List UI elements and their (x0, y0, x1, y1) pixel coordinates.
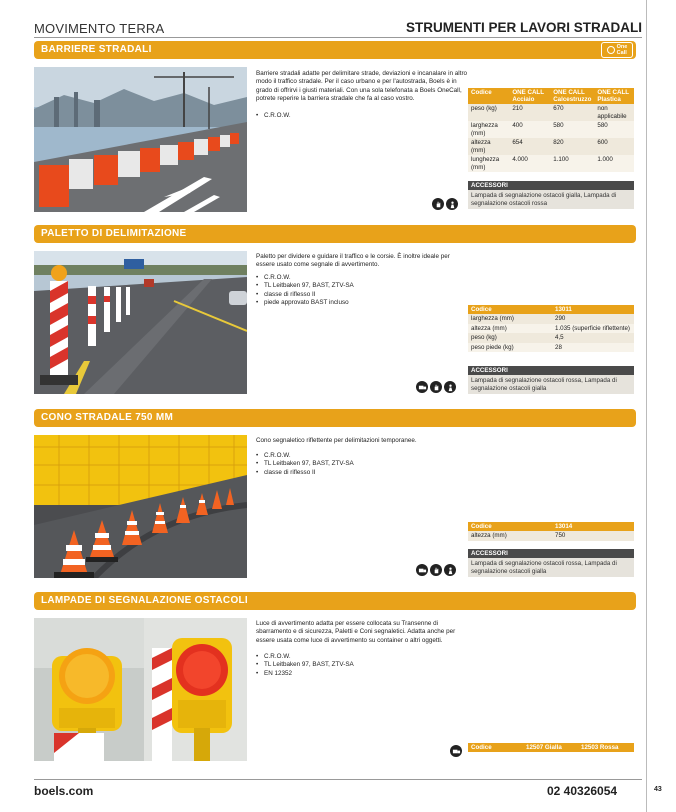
truck-icon (416, 564, 428, 576)
cell: 580 (594, 121, 634, 138)
cell: 580 (550, 121, 594, 138)
cell: peso piede (kg) (468, 343, 552, 353)
col-header: ONE CALL Plastica (594, 88, 634, 104)
cell: 670 (550, 104, 594, 121)
phone-ring-icon (607, 46, 615, 54)
bullet: • C.R.O.W. (256, 452, 354, 460)
table-row (468, 155, 634, 172)
header-divider (34, 37, 642, 38)
lampade-description: Luce di avvertimento adatta per essere collocata su Transenne di sbarramento e di sicurezza, Paletti e Coni segnaletici. Adatta anche per essere usata come luce di avvertimento su container o altri oggetti. (256, 620, 456, 644)
lampade-bullets (256, 653, 354, 678)
col-header: Codice (468, 88, 509, 104)
cell: peso (kg) (468, 333, 552, 343)
cono-bullets (256, 452, 354, 477)
section-header-barriere (34, 41, 636, 59)
table-row (468, 138, 634, 155)
hand-icon (430, 381, 442, 393)
page-edge-rule (646, 0, 647, 812)
lifting-icon (446, 198, 458, 210)
cell: 400 (509, 121, 550, 138)
lampade-usage-icons (450, 745, 462, 757)
table-row (468, 324, 634, 334)
cell: larghezza (mm) (468, 314, 552, 324)
cell: larghezza (mm) (468, 121, 509, 138)
cell: non applicabile (594, 104, 634, 121)
accessories-text: Lampada di segnalazione ostacoli rossa, Lampada di segnalazione ostacoli gialla (468, 558, 634, 577)
paletto-description: Paletto per dividere e guidare il traffico e le corsie. È inoltre ideale per essere usato come segnale di avvertimento. (256, 253, 450, 269)
section-title: BARRIERE STRADALI (41, 44, 152, 55)
col-header: 13011 (552, 305, 634, 314)
badge-line1: One (616, 44, 628, 50)
section-title: CONO STRADALE 750 MM (41, 412, 174, 423)
header-category: MOVIMENTO TERRA (34, 21, 165, 36)
accessories-title: ACCESSORI (468, 549, 634, 558)
barriere-accessories (468, 181, 634, 209)
cell: 654 (509, 138, 550, 155)
col-header: ONE CALL Calcestruzzo (550, 88, 594, 104)
table-row (468, 314, 634, 324)
col-header: Codice (468, 522, 552, 531)
lifting-icon (444, 381, 456, 393)
bullet: • TL Leitbaken 97, BAST, ZTV-SA (256, 282, 354, 290)
paletto-accessories (468, 366, 634, 394)
bullet: • C.R.O.W. (256, 112, 291, 120)
cell: 600 (594, 138, 634, 155)
hand-icon (430, 564, 442, 576)
bullet: • C.R.O.W. (256, 274, 354, 282)
col-header: 12507 Gialla (523, 743, 578, 752)
section-title: LAMPADE DI SEGNALAZIONE OSTACOLI (41, 595, 249, 606)
truck-icon (416, 381, 428, 393)
cono-accessories (468, 549, 634, 577)
cell: lunghezza (mm) (468, 155, 509, 172)
cell: 290 (552, 314, 634, 324)
bullet: • C.R.O.W. (256, 653, 354, 661)
bullet: • piede approvato BAST incluso (256, 299, 354, 307)
hand-icon (432, 198, 444, 210)
col-header: Codice (468, 305, 552, 314)
accessories-title: ACCESSORI (468, 366, 634, 375)
accessories-text: Lampada di segnalazione ostacoli rossa, Lampada di segnalazione ostacoli gialla (468, 375, 634, 394)
cell: peso (kg) (468, 104, 509, 121)
bullet: • classe di riflesso II (256, 469, 354, 477)
bullet: • classe di riflesso II (256, 291, 354, 299)
onecall-badge (601, 42, 633, 58)
table-row (468, 121, 634, 138)
cell: 1.035 (superficie riflettente) (552, 324, 634, 334)
accessories-text: Lampada di segnalazione ostacoli gialla, Lampada di segnalazione ostacoli rossa (468, 190, 634, 209)
cono-usage-icons (416, 564, 456, 576)
paletto-spec-table (468, 305, 634, 352)
col-header: Codice (468, 743, 523, 752)
section-header-paletto (34, 225, 636, 243)
photo-cono (34, 435, 247, 578)
section-header-cono (34, 409, 636, 427)
cell: 28 (552, 343, 634, 353)
cell: altezza (mm) (468, 324, 552, 334)
paletto-usage-icons (416, 381, 456, 393)
badge-line2: Call (616, 50, 627, 56)
photo-barriere (34, 67, 247, 212)
table-row (468, 333, 634, 343)
barriere-bullets (256, 112, 291, 120)
lampade-spec-table (468, 743, 634, 752)
cell: 1.000 (594, 155, 634, 172)
cono-spec-table (468, 522, 634, 541)
cell: 210 (509, 104, 550, 121)
barriere-description: Barriere stradali adatte per delimitare strade, deviazioni e incanalare in altro modo il traffico stradale. Per il caso urbano e per l'autostrada, Boels è in grado di offrirvi i giusti materiali. Con una sola telefonata a Boels OneCall, potrete reperire la barriera stradale che fa al caso vostro. (256, 70, 468, 102)
col-header: ONE CALL Acciaio (509, 88, 550, 104)
accessories-title: ACCESSORI (468, 181, 634, 190)
table-row (468, 104, 634, 121)
section-header-lampade (34, 592, 636, 610)
barriere-usage-icons (432, 198, 458, 210)
bullet: • TL Leitbaken 97, BAST, ZTV-SA (256, 460, 354, 468)
table-row (468, 531, 634, 541)
bullet: • EN 12352 (256, 670, 354, 678)
truck-icon (450, 745, 462, 757)
cell: 4.000 (509, 155, 550, 172)
page-number: 43 (654, 786, 662, 793)
photo-lampade (34, 618, 247, 761)
cono-description: Cono segnaletico riflettente per delimitazioni temporanee. (256, 437, 417, 444)
footer-phone: 02 40326054 (547, 784, 618, 798)
lifting-icon (444, 564, 456, 576)
footer-divider (34, 779, 642, 780)
cell: altezza (mm) (468, 531, 552, 541)
photo-paletto (34, 251, 247, 394)
barriere-spec-table (468, 88, 634, 172)
cell: 820 (550, 138, 594, 155)
paletto-bullets (256, 274, 354, 307)
footer-website: boels.com (34, 784, 94, 798)
section-title: PALETTO DI DELIMITAZIONE (41, 228, 187, 239)
col-header: 13014 (552, 522, 634, 531)
cell: 1.100 (550, 155, 594, 172)
cell: 4,5 (552, 333, 634, 343)
cell: altezza (mm) (468, 138, 509, 155)
header-title: STRUMENTI PER LAVORI STRADALI (406, 20, 642, 35)
bullet: • TL Leitbaken 97, BAST, ZTV-SA (256, 661, 354, 669)
table-row (468, 343, 634, 353)
col-header: 12503 Rossa (578, 743, 634, 752)
cell: 750 (552, 531, 634, 541)
